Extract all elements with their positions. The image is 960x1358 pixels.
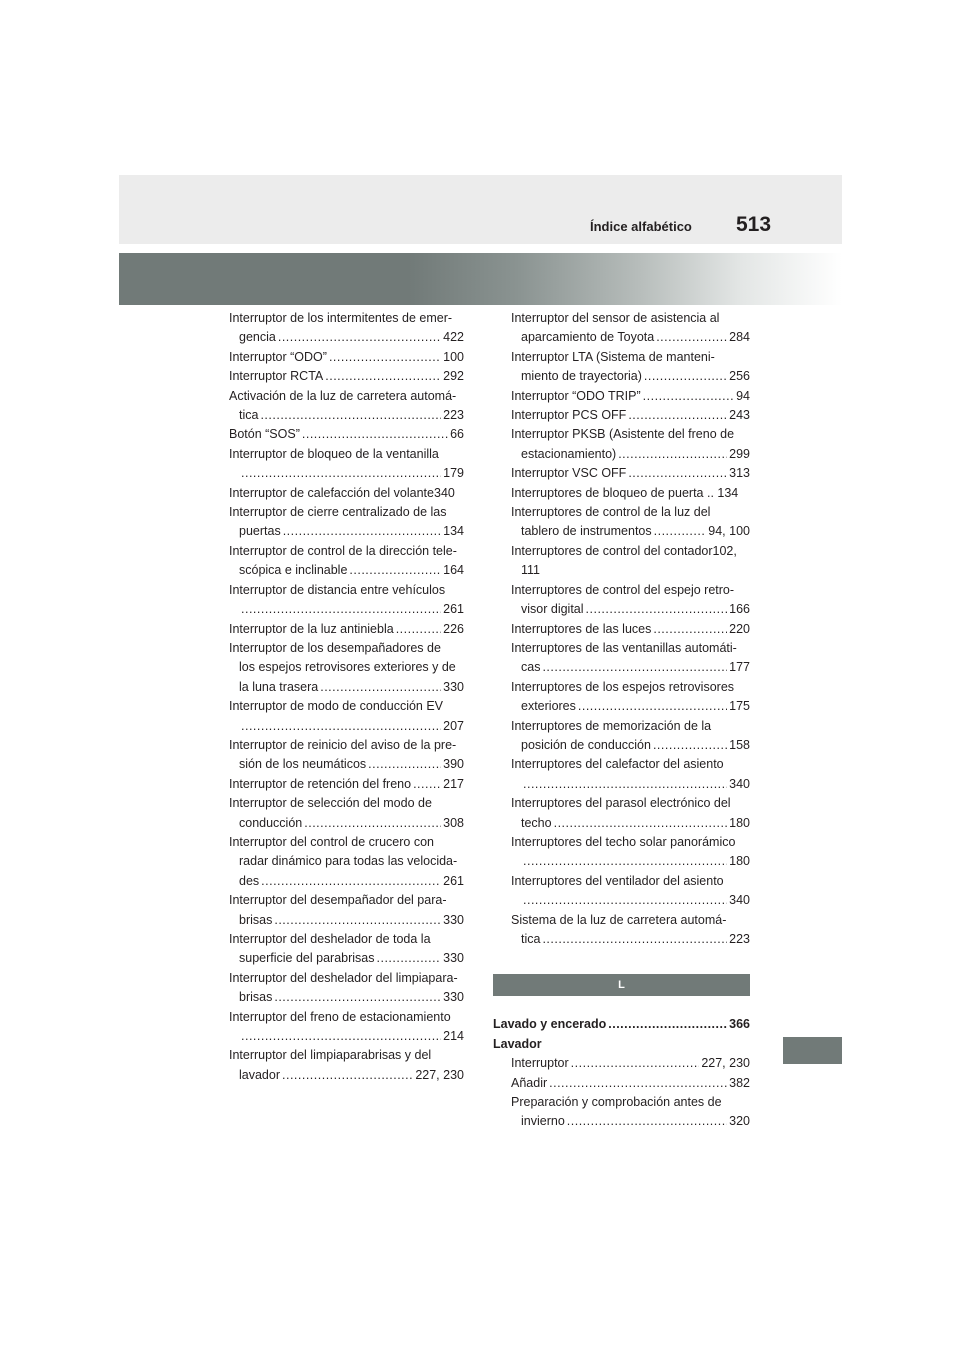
dot-leader <box>567 1112 727 1131</box>
index-entry <box>229 930 464 949</box>
index-entry-label: posición de conducción <box>521 737 651 752</box>
index-entry-label: brisas <box>239 912 273 927</box>
index-entry-label: Botón “SOS” <box>229 427 300 442</box>
dot-leader <box>653 736 727 755</box>
index-entry <box>493 658 750 677</box>
index-entry-page: 223 <box>729 932 750 946</box>
index-entry <box>493 328 750 347</box>
index-entry-label: invierno <box>521 1114 565 1129</box>
index-entry <box>229 891 464 910</box>
index-entry <box>229 309 464 328</box>
index-entry-label: Interruptores de los espejos retrovisores <box>511 679 735 694</box>
index-entry <box>493 794 750 813</box>
index-entry <box>229 988 464 1007</box>
decorative-gradient-bar <box>119 253 842 305</box>
index-entry <box>229 872 464 891</box>
index-entry-page: 166 <box>729 602 750 617</box>
index-entry-page: 164 <box>443 563 464 578</box>
index-entry-label: puertas <box>239 524 281 539</box>
header-band <box>119 175 842 244</box>
index-entry <box>229 561 464 580</box>
index-entry <box>493 775 750 794</box>
index-entry-label: Interruptor de selección del modo de <box>229 796 432 811</box>
dot-leader <box>368 755 441 774</box>
index-list-right-bottom <box>493 1015 750 1131</box>
index-entry-page: 243 <box>729 408 750 423</box>
index-entry-label: Interruptor de cierre centralizado de las <box>229 505 447 520</box>
index-entry-label: los espejos retrovisores exteriores y de <box>239 660 456 675</box>
index-entry-label: lavador <box>239 1067 280 1082</box>
index-entry <box>493 445 750 464</box>
index-entry-page: 382 <box>729 1075 750 1090</box>
index-entry-page: 100 <box>443 349 464 364</box>
index-entry-page: 227, 230 <box>415 1067 464 1082</box>
dot-leader <box>628 464 727 483</box>
index-entry-label: Interruptor de modo de conducción EV <box>229 699 444 714</box>
index-entry-page: 220 <box>729 621 750 636</box>
dot-leader <box>643 387 734 406</box>
index-entry-page: 179 <box>443 466 464 481</box>
index-entry <box>493 581 750 600</box>
index-entry-page: 175 <box>729 699 750 714</box>
index-entry-page: 340 <box>729 893 750 908</box>
index-entry-page: 299 <box>729 446 750 461</box>
dot-leader <box>578 697 727 716</box>
index-entry <box>493 1035 750 1054</box>
index-entry-label: Interruptor <box>511 1056 569 1071</box>
index-entry-label: Añadir <box>511 1075 548 1090</box>
index-entry <box>493 367 750 386</box>
dot-leader <box>278 328 441 347</box>
index-entry <box>493 891 750 910</box>
dot-leader <box>653 620 727 639</box>
index-entry <box>493 600 750 619</box>
dot-leader <box>241 600 441 619</box>
page-number: 513 <box>736 213 772 236</box>
index-entry-page: 214 <box>443 1029 464 1044</box>
dot-leader <box>377 949 442 968</box>
index-entry-label: Interruptor del freno de estacionamiento <box>229 1009 451 1024</box>
index-column-left <box>229 309 464 1085</box>
dot-leader <box>320 678 441 697</box>
index-entry-page: 177 <box>729 660 750 675</box>
index-entry-page: 180 <box>729 854 750 869</box>
index-entry <box>493 678 750 697</box>
dot-leader <box>274 911 441 930</box>
dot-leader <box>656 328 727 347</box>
index-entry-page: 284 <box>729 330 750 345</box>
index-entry-label: tica <box>521 932 541 946</box>
index-entry-label: Interruptor de los intermitentes de emer- <box>229 311 453 325</box>
index-entry <box>229 678 464 697</box>
index-entry-label: Lavador <box>493 1036 542 1051</box>
dot-leader <box>329 348 441 367</box>
index-entry-label: Interruptor de los desempañadores de <box>229 640 441 655</box>
index-entry-label: Interruptor de bloqueo de la ventanilla <box>229 446 439 461</box>
dot-leader <box>396 620 441 639</box>
index-entry <box>229 387 464 406</box>
index-entry-page: 66 <box>450 427 464 442</box>
dot-leader <box>260 406 441 425</box>
index-entry-label: Sistema de la luz de carretera automá- <box>511 912 727 927</box>
index-entry-label: Interruptores de las luces <box>511 621 652 636</box>
dot-leader <box>413 775 441 794</box>
dot-leader <box>586 600 728 619</box>
index-entry <box>229 775 464 794</box>
index-entry <box>493 911 750 930</box>
dot-leader <box>628 406 727 425</box>
index-entry-label: Interruptores del calefactor del asiento <box>511 757 724 772</box>
index-entry <box>493 930 750 949</box>
dot-leader <box>241 464 441 483</box>
index-entry-page: 227, 230 <box>701 1056 750 1071</box>
index-entry <box>493 1054 750 1073</box>
index-entry-label: Interruptor de la luz antiniebla <box>229 621 394 636</box>
index-entry <box>229 794 464 813</box>
dot-leader <box>241 717 441 736</box>
index-entry-label: Interruptor RCTA <box>229 369 324 384</box>
index-entry <box>229 1046 464 1065</box>
index-entry <box>229 658 464 677</box>
index-entry <box>493 1015 750 1034</box>
section-letter-bar: L <box>493 974 750 996</box>
index-entry-label: tablero de instrumentos <box>521 524 652 539</box>
index-entry-page: 313 <box>729 466 750 481</box>
index-entry-label: tica <box>239 408 259 423</box>
index-entry-label: Interruptor LTA (Sistema de manteni- <box>511 349 715 364</box>
index-entry <box>229 969 464 988</box>
index-entry-label: Interruptor de control de la dirección tele- <box>229 543 457 558</box>
index-entry-label: des <box>239 873 260 888</box>
index-entry <box>229 736 464 755</box>
index-entry <box>493 484 750 503</box>
dot-leader <box>644 367 727 386</box>
index-entry-label: scópica e inclinable <box>239 563 348 578</box>
dot-leader <box>274 988 441 1007</box>
index-entry <box>229 600 464 619</box>
index-entry <box>493 522 750 541</box>
index-entry-page: 223 <box>443 408 464 423</box>
index-entry <box>229 1008 464 1027</box>
index-entry-page: 217 <box>443 776 464 791</box>
index-entry-label: radar dinámico para todas las velocida- <box>239 854 458 869</box>
dot-leader <box>549 1074 727 1093</box>
dot-leader <box>618 445 727 464</box>
index-entry-label: Interruptores del techo solar panorámico <box>511 834 736 849</box>
index-entry-page: 261 <box>443 602 464 617</box>
index-entry-label: cas <box>521 660 541 675</box>
index-entry <box>493 620 750 639</box>
index-entry <box>229 464 464 483</box>
index-entry-page: 226 <box>443 621 464 636</box>
index-entry <box>493 1074 750 1093</box>
index-entry-label: miento de trayectoria) <box>521 369 642 384</box>
index-entry-page: 340 <box>729 776 750 791</box>
index-entry-label: Interruptor del limpiaparabrisas y del <box>229 1048 432 1063</box>
index-entry-page: 330 <box>443 990 464 1005</box>
index-entry <box>229 406 464 425</box>
index-entry <box>493 736 750 755</box>
index-entry-label: Interruptor de calefacción del volante340 <box>229 485 455 500</box>
index-entry <box>229 911 464 930</box>
dot-leader <box>523 775 727 794</box>
dot-leader <box>654 522 707 541</box>
index-entry-label: Interruptor de retención del freno <box>229 776 412 791</box>
index-entry-label: Interruptor del desempañador del para- <box>229 893 447 908</box>
index-entry <box>493 717 750 736</box>
dot-leader <box>241 1027 441 1046</box>
index-list-right-top <box>493 309 750 949</box>
index-entry <box>493 833 750 852</box>
index-entry <box>229 484 464 503</box>
index-entry-label: exteriores <box>521 699 576 714</box>
index-entry <box>493 1112 750 1131</box>
index-entry <box>493 697 750 716</box>
index-entry-label: Interruptor VSC OFF <box>511 466 627 481</box>
index-entry-label: la luna trasera <box>239 679 319 694</box>
dot-leader <box>542 658 727 677</box>
index-entry <box>493 852 750 871</box>
index-entry-label: Lavado y encerado <box>493 1017 607 1032</box>
index-entry-label: brisas <box>239 990 273 1005</box>
index-entry <box>229 717 464 736</box>
index-entry <box>229 755 464 774</box>
index-entry-page: 320 <box>729 1114 750 1129</box>
index-entry-label: Preparación y comprobación antes de <box>511 1095 722 1110</box>
index-column-right <box>493 309 750 1132</box>
index-entry <box>493 542 750 561</box>
index-entry-label: superficie del parabrisas <box>239 951 375 966</box>
index-entry <box>229 445 464 464</box>
dot-leader <box>571 1054 700 1073</box>
index-entry <box>493 464 750 483</box>
index-entry-label: Interruptores de las ventanillas automáti- <box>511 640 737 655</box>
index-entry <box>229 503 464 522</box>
index-entry-page: 158 <box>729 737 750 752</box>
index-entry-label: Interruptores de control del espejo retro- <box>511 582 735 597</box>
index-entry-label: techo <box>521 815 552 830</box>
index-entry-page: 134 <box>443 524 464 539</box>
index-entry-page: 390 <box>443 757 464 772</box>
index-entry-label: Interruptores de bloqueo de puerta .. 134 <box>511 485 739 500</box>
index-entry <box>229 852 464 871</box>
dot-leader <box>523 852 727 871</box>
index-entry-label: Interruptores del ventilador del asiento <box>511 873 724 888</box>
index-entry-label: Interruptor PKSB (Asistente del freno de <box>511 427 735 442</box>
index-entry-page: 308 <box>443 815 464 830</box>
dot-leader <box>608 1015 727 1034</box>
dot-leader <box>542 930 727 949</box>
index-entry <box>493 561 750 580</box>
index-entry-label: Interruptor de distancia entre vehículos <box>229 582 446 597</box>
index-entry-label: Interruptor del deshelador de toda la <box>229 932 431 946</box>
dot-leader <box>261 872 441 891</box>
index-entry-label: Interruptores de control de la luz del <box>511 505 711 520</box>
index-entry-page: 422 <box>443 330 464 345</box>
index-entry-label: sión de los neumáticos <box>239 757 367 772</box>
index-entry <box>493 1093 750 1112</box>
index-entry <box>229 328 464 347</box>
index-entry <box>493 348 750 367</box>
index-entry-label: gencia <box>239 330 276 345</box>
index-entry <box>229 367 464 386</box>
index-entry <box>229 833 464 852</box>
index-entry-label: Interruptor “ODO TRIP” <box>511 388 641 403</box>
index-entry-label: Interruptor de reinicio del aviso de la pre- <box>229 737 457 752</box>
index-entry-page: 207 <box>443 718 464 733</box>
index-entry-page: 180 <box>729 815 750 830</box>
index-entry-label: Interruptor PCS OFF <box>511 408 627 423</box>
dot-leader <box>304 814 441 833</box>
index-entry <box>229 1027 464 1046</box>
index-entry-label: Interruptores de memorización de la <box>511 718 712 733</box>
index-entry <box>229 639 464 658</box>
index-entry <box>493 755 750 774</box>
index-entry <box>229 697 464 716</box>
index-entry-label: Interruptor del deshelador del limpiapara- <box>229 970 458 985</box>
index-entry-label: Interruptor del control de crucero con <box>229 834 434 849</box>
index-entry <box>229 522 464 541</box>
index-entry <box>493 406 750 425</box>
index-entry-label: Activación de la luz de carretera automá- <box>229 388 457 403</box>
dot-leader <box>325 367 441 386</box>
index-entry <box>493 309 750 328</box>
dot-leader <box>302 425 448 444</box>
index-entry-page: 94, 100 <box>708 524 750 539</box>
index-entry <box>229 581 464 600</box>
index-entry-label: aparcamiento de Toyota <box>521 330 655 345</box>
index-entry <box>229 620 464 639</box>
index-entry-page: 94 <box>736 388 750 403</box>
index-entry-page: 330 <box>443 679 464 694</box>
dot-leader <box>282 1066 413 1085</box>
index-entry <box>493 503 750 522</box>
dot-leader <box>283 522 441 541</box>
index-entry-label: visor digital <box>521 602 584 617</box>
dot-leader <box>523 891 727 910</box>
index-entry <box>493 387 750 406</box>
index-entry <box>229 425 464 444</box>
chapter-tab <box>783 1037 842 1064</box>
section-title: Índice alfabético <box>590 219 692 234</box>
index-entry <box>229 542 464 561</box>
index-entry-label: Interruptor del sensor de asistencia al <box>511 311 720 325</box>
index-entry <box>493 872 750 891</box>
index-entry-page: 292 <box>443 369 464 384</box>
index-entry <box>229 814 464 833</box>
index-entry-page: 366 <box>729 1017 750 1032</box>
index-entry-page: 261 <box>443 873 464 888</box>
index-entry-page: 330 <box>443 912 464 927</box>
index-entry <box>493 814 750 833</box>
index-entry-label: 111 <box>521 563 541 578</box>
index-entry <box>229 1066 464 1085</box>
index-entry-label: estacionamiento) <box>521 446 617 461</box>
index-entry-page: 330 <box>443 951 464 966</box>
index-entry <box>229 348 464 367</box>
dot-leader <box>349 561 441 580</box>
index-entry <box>493 639 750 658</box>
index-entry-label: conducción <box>239 815 303 830</box>
index-entry-page: 256 <box>729 369 750 384</box>
index-entry-label: Interruptores de control del contador102, <box>511 543 737 558</box>
index-entry <box>493 425 750 444</box>
index-entry-label: Interruptores del parasol electrónico del <box>511 796 731 811</box>
index-entry <box>229 949 464 968</box>
index-entry-label: Interruptor “ODO” <box>229 349 327 364</box>
dot-leader <box>554 814 728 833</box>
